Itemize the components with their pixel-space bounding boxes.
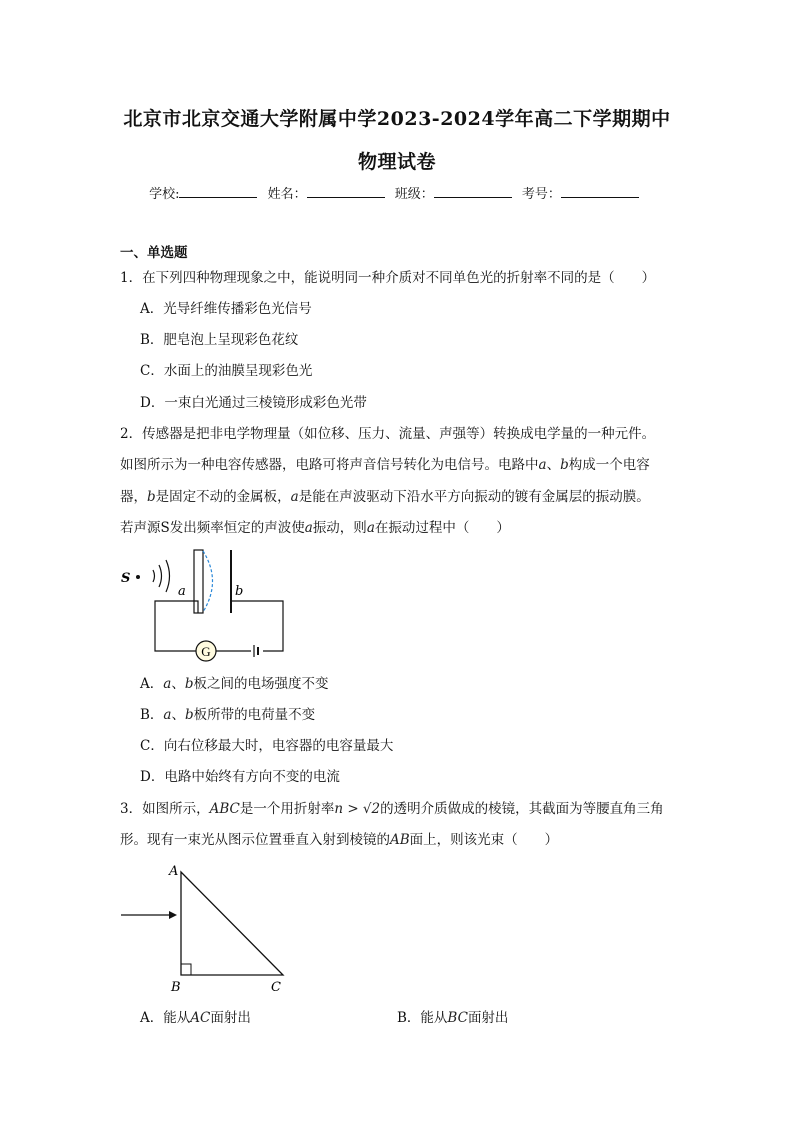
q3-option-b[interactable]: B．能从BC面射出 — [397, 1010, 509, 1026]
q3-line-1: 3．如图所示，ABC是一个用折射率n > √2的透明介质做成的棱镜，其截面为等腰直角三角 — [120, 801, 664, 817]
exam-number-label: 考号： — [521, 187, 561, 202]
vertex-c-label: C — [271, 980, 281, 995]
sound-wave-1 — [153, 570, 155, 582]
capacitor-sensor-diagram — [118, 545, 293, 670]
q2-option-a[interactable]: A．a、b板之间的电场强度不变 — [140, 676, 329, 692]
sound-wave-3 — [166, 560, 170, 592]
q1-option-d[interactable]: D．一束白光通过三棱镜形成彩色光带 — [140, 395, 367, 411]
title-line-1: 北京市北京交通大学附属中学2023-2024学年高二下学期期中 — [123, 108, 671, 130]
name-label: 姓名： — [267, 187, 307, 202]
source-label: S — [121, 571, 131, 586]
ray-arrow-icon — [169, 911, 177, 919]
name-blank[interactable] — [307, 185, 385, 198]
exam-number-blank[interactable] — [561, 185, 639, 198]
prism-triangle — [181, 872, 283, 975]
source-dot — [136, 575, 140, 579]
membrane-vibration-path — [203, 551, 213, 612]
q3-line-2: 形。现有一束光从图示位置垂直入射到棱镜的AB面上，则该光束（ ） — [120, 832, 559, 848]
q2-line-3: 器，b是固定不动的金属板，a是能在声波驱动下沿水平方向振动的镀有金属层的振动膜。 — [120, 489, 650, 505]
circuit-wire-left — [155, 601, 198, 651]
school-blank[interactable] — [179, 185, 257, 198]
class-blank[interactable] — [434, 185, 512, 198]
q1-option-b[interactable]: B．肥皂泡上呈现彩色花纹 — [140, 332, 299, 348]
q1-option-c[interactable]: C．水面上的油膜呈现彩色光 — [140, 363, 313, 379]
vertex-b-label: B — [171, 980, 181, 995]
q2-option-b[interactable]: B．a、b板所带的电荷量不变 — [140, 707, 316, 723]
galvanometer-label: G — [201, 644, 211, 659]
right-angle-mark — [181, 964, 191, 975]
plate-a-label: a — [178, 584, 186, 599]
section-title: 一、单选题 — [120, 245, 188, 261]
school-label: 学校: — [149, 187, 180, 202]
q2-line-1: 2．传感器是把非电学物理量（如位移、压力、流量、声强等）转换成电学量的一种元件。 — [120, 426, 656, 442]
prism-diagram — [115, 860, 300, 995]
q3-option-a[interactable]: A．能从AC面射出 — [140, 1010, 251, 1026]
vertex-a-label: A — [169, 864, 179, 879]
q1-option-a[interactable]: A．光导纤维传播彩色光信号 — [140, 301, 312, 317]
q1-stem: 1．在下列四种物理现象之中，能说明同一种介质对不同单色光的折射率不同的是（ ） — [120, 270, 656, 286]
q2-option-c[interactable]: C．向右位移最大时，电容器的电容量最大 — [140, 738, 394, 754]
title-line-2: 物理试卷 — [357, 151, 436, 173]
q2-line-4: 若声源S发出频率恒定的声波使a振动，则a在振动过程中（ ） — [120, 520, 510, 536]
q2-option-d[interactable]: D．电路中始终有方向不变的电流 — [140, 769, 340, 785]
student-info-row — [0, 183, 794, 202]
class-label: 班级： — [394, 187, 434, 202]
q2-line-2: 如图所示为一种电容传感器，电路可将声音信号转化为电信号。电路中a、b构成一个电容 — [120, 457, 650, 473]
circuit-wire-right — [231, 601, 283, 651]
plate-b-label: b — [235, 584, 244, 599]
sound-wave-2 — [159, 565, 162, 587]
